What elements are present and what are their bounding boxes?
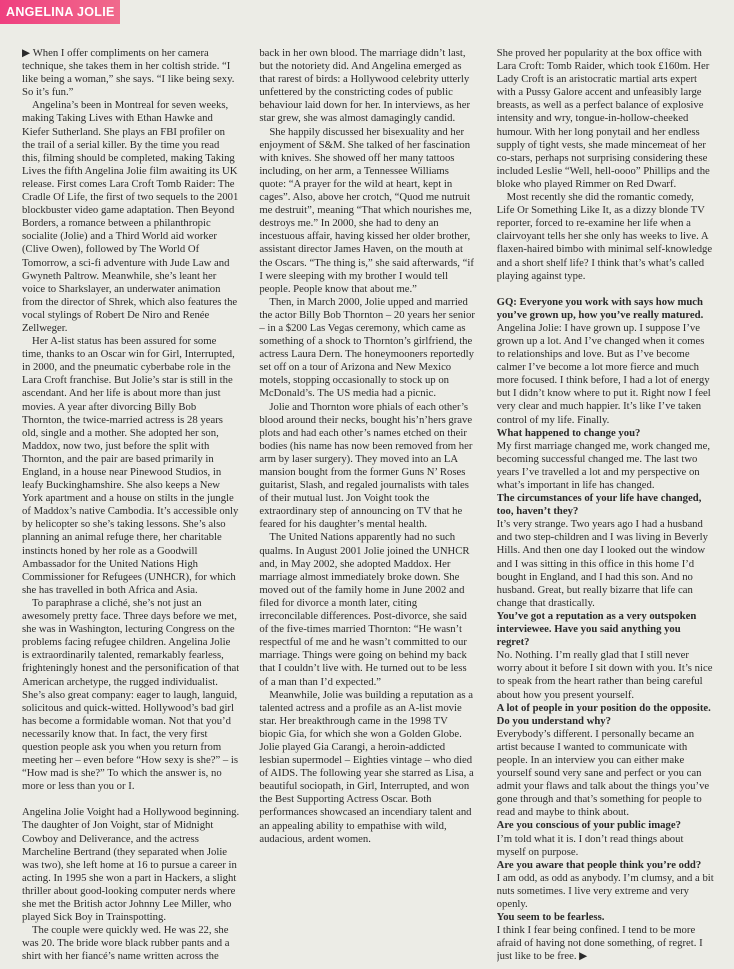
- article-paragraph: She proved her popularity at the box office with Lara Croft: Tomb Raider, which took £160m. Her Lady Croft is an aristocratic martial arts expert with a Pussy Galore accent and unfeasibly large breasts, as well as a perfect balance of explosive intensity and wry, tongue-in-hollow-cheeked humour. With her long ponytail and her endless supply of tight vests, she made mincemeat of her co-stars, perhaps not surprising considering these included Leslie “Well, hell-oooo” Phillips and the bloke who played Rimmer on Red Dwarf.: [496, 47, 710, 190]
- article-paragraph: She happily discussed her bisexuality and her enjoyment of S&M. She talked of her fascination with knives. She showed off her many tattoos including, on her arm, a Tennessee Williams quote: “A prayer for the wild at heart, kept in cages”. Also, above her crotch, “Quod me nutruit me destruit”, meaning “That which nourishes me, destroys me.” In 2000, she had to deny an incestuous affair, having kissed her older brother, assistant director James Haven, on the mouth at the Oscars. “The thing is,” she said afterwards, “if I were sleeping with my brother I would tell people. People know that about me.”: [259, 125, 474, 295]
- interview-answer: Everybody’s different. I personally became an artist because I wanted to communicate with people. In an interview you can either make yourself sound very sane and perfect or you can admit your flaws and talk about the things you’ve gone through and that’s something for people to read and maybe to think about.: [496, 727, 710, 819]
- interview-answer: I’m told what it is. I don’t read things about myself on purpose.: [496, 832, 684, 858]
- article-paragraph: Then, in March 2000, Jolie upped and married the actor Billy Bob Thornton – 20 years her senior – in a $200 Las Vegas ceremony, which came as something of a shock to Thornton’s girlfriend, the actress Laura Dern. The honeymooners reportedly set off on a tour of Arizona and New Mexico motels, stopping occasionally to stock up on McDonald’s. The US media had a picnic.: [259, 295, 475, 400]
- interview-answer: No. Nothing. I’m really glad that I still never worry about it before I sit down with you. It’s nice to speak from the heart rather than being careful about how you present yourself.: [496, 649, 713, 701]
- interview-question: You’ve got a reputation as a very outspoken interviewee. Have you said anything you regret?: [496, 609, 697, 649]
- interview-question: The circumstances of your life have changed, too, haven’t they?: [496, 492, 702, 518]
- interview-answer: It’s very strange. Two years ago I had a husband and two step-children and I was living in Beverly Hills. And then one day I looked out the window and I was sitting in this office in this home I’d bought in England, and I had this son. And no husband. Great, but really bizarre that life can change that drastically.: [496, 518, 708, 609]
- interview-answer: My first marriage changed me, work changed me, becoming successful changed me. The last two years I’ve travelled a lot and my perspective on what’s important in life has changed.: [496, 439, 711, 491]
- article-paragraph: back in her own blood. The marriage didn’t last, but the notoriety did. And Angelina emerged as that rarest of birds: a Hollywood celebrity utterly unfettered by the constricting codes of public behaviour laid down for her. In interviews, as her star grew, she was almost damagingly candid.: [259, 47, 471, 125]
- interview-question: You seem to be fearless.: [496, 911, 605, 924]
- article-paragraph: The United Nations apparently had no such qualms. In August 2001 Jolie joined the UNHCR and, in May 2002, she adopted Maddox. Her marriage almost immediately broke down. She moved out of the family home in June 2002 and filed for divorce a month later, citing irreconcilable differences. Post-divorce, she said of the five-times married Thornton: “He wasn’t respectful of me and he wasn’t committed to our marriage. Things were going on behind my back that I couldn’t live with. He turned out to be less of a man than I’d expected.”: [259, 531, 470, 688]
- article-column-2: [259, 47, 476, 962]
- interview-question: Are you conscious of your public image?: [496, 819, 681, 832]
- article-column-3: [497, 47, 714, 962]
- article-paragraph: Angelina Jolie Voight had a Hollywood beginning. The daughter of Jon Voight, star of Midnight Cowboy and Deliverance, and the actress Marcheline Bertrand (they separated when Jolie was two), she left home at 16 to pursue a career in acting. In 1995 she won a part in Hackers, a slight thriller about good-looking computer nerds where she met the British actor Johnny Lee Miller, who played Sick Boy in Trainspotting.: [22, 806, 240, 924]
- article-paragraph: ▶ When I offer compliments on her camera technique, she takes them in her coltish stride. “I like being a woman,” she says. “I like being sexy. So it’s fun.”: [22, 47, 235, 99]
- interview-question: A lot of people in your position do the opposite. Do you understand why?: [496, 701, 711, 727]
- interview-answer: I am odd, as odd as anybody. I’m clumsy, and a bit nuts sometimes. I live very extreme and very openly.: [496, 871, 714, 910]
- interview-question: Are you aware that people think you’re odd?: [496, 858, 702, 871]
- section-label: ANGELINA JOLIE: [0, 0, 120, 24]
- interview-question: GQ: Everyone you work with says how much you’ve grown up, how you’ve really matured.: [496, 295, 704, 321]
- article-paragraph: Her A-list status has been assured for some time, thanks to an Oscar win for Girl, Interrupted, in 2000, and the pneumatic cyberbabe role in the Lara Croft franchise. But Jolie’s star is still in the ascendant. And her life is about more than just movies. A year after divorcing Billy Bob Thornton, the twice-married actress is 28 years old, single and a mother. She adopted her son, Maddox, now two, just before the split with Thornton, and the pair are based primarily in England, in a house near Pinewood Studios, in leafy Buckinghamshire. She also keeps a New York apartment and a house on stilts in the jungle of Maddox’s native Cambodia. It’s accessible only by helicopter so she’s taking lessons. She’s also planning an animal refuge there, her charitable instincts honed by her role as a Goodwill Ambassador for the United Nations High Commissioner for Refugees (UNHCR), for which she has travelled in both Africa and Asia.: [22, 335, 239, 596]
- article-body: [22, 47, 714, 962]
- article-paragraph: Most recently she did the romantic comedy, Life Or Something Like It, as a dizzy blonde TV reporter, forced to re-examine her life when a clairvoyant tells her she only has weeks to live. A flaxen-haired bimbo with minimal self-knowledge and a short shelf life? I think that’s what’s called playing against type.: [496, 191, 713, 282]
- article-column-1: [22, 47, 239, 962]
- interview-question: What happened to change you?: [496, 426, 641, 439]
- article-paragraph: Jolie and Thornton wore phials of each other’s blood around their necks, bought his’n’hers grave plots and had each other’s names etched on their bodies (his name has now been removed from her arm by laser surgery). They moved into an LA mansion bought from the former Guns N’ Roses guitarist, Slash, and regaled journalists with tales of their mutual lust. Jon Voight took the extraordinary step of announcing on TV that he feared for his daughter’s mental health.: [259, 400, 473, 531]
- interview-answer: Angelina Jolie: I have grown up. I suppose I’ve grown up a lot. And I’ve changed when it comes to relationships and love. But as I’ve become calmer I’ve become a lot more fierce and much more focused. I think before, I had a lot of energy but I didn’t know where to put it. Right now I feel very clear and much happier. It’s like I’ve taken control of my life. Finally.: [496, 321, 711, 426]
- article-paragraph: To paraphrase a cliché, she’s not just an awesomely pretty face. Three days before we met, she was in Washington, lecturing Congress on the problems facing refugee children. Angelina Jolie is extraordinarily talented, remarkably fearless, frighteningly honest and the personification of that American archetype, the rugged individualist. She’s also great company: eager to laugh, languid, solicitous and quick-witted. Hollywood’s bad girl has become a formidable woman. Not that you’d necessarily know that. In fact, the very first question people ask you when you return from meeting her – even before “How sexy is she?” – is “How mad is she?” To which the answer is, no more or less than you or I.: [22, 596, 240, 793]
- article-paragraph: Angelina’s been in Montreal for seven weeks, making Taking Lives with Ethan Hawke and Kiefer Sutherland. She plays an FBI profiler on the trail of a serial killer. By the time you read this, filming should be completed, making Taking Lives the fifth Angelina Jolie film awaiting its UK release. First comes Lara Croft Tomb Raider: The Cradle Of Life, the first of two sequels to the 2001 blockbuster video game adaptation. Then Beyond Borders, a romance between a philanthropic socialite (Jolie) and a Third World aid worker (Clive Owen), followed by The World Of Tomorrow, a sci-fi adventure with Jude Law and Gwyneth Paltrow. Meanwhile, she’s leant her voice to Sharkslayer, an underwater animation from the director of Shrek, which also features the vocal stylings of Robert De Niro and Renée Zellweger.: [22, 99, 239, 334]
- article-paragraph: The couple were quickly wed. He was 22, she was 20. The bride wore black rubber pants and a shirt with her fiancé’s name written across the: [22, 924, 230, 962]
- article-paragraph: Meanwhile, Jolie was building a reputation as a talented actress and a profile as an A-list movie star. Her breakthrough came in the 1998 TV biopic Gia, for which she won a Golden Globe. Jolie played Gia Carangi, a heroin-addicted lesbian supermodel – Eighties vintage – who died of AIDS. The following year she starred as Lisa, a beautiful sociopath, in Girl, Interrupted, and won the Best Supporting Actress Oscar. Both performances showcased an incendiary talent and an appealing ability to empathise with wild, audacious, ardent women.: [259, 688, 474, 845]
- interview-answer: I think I fear being confined. I tend to be more afraid of having not done something, of regret. I just like to be free. ▶: [496, 924, 703, 962]
